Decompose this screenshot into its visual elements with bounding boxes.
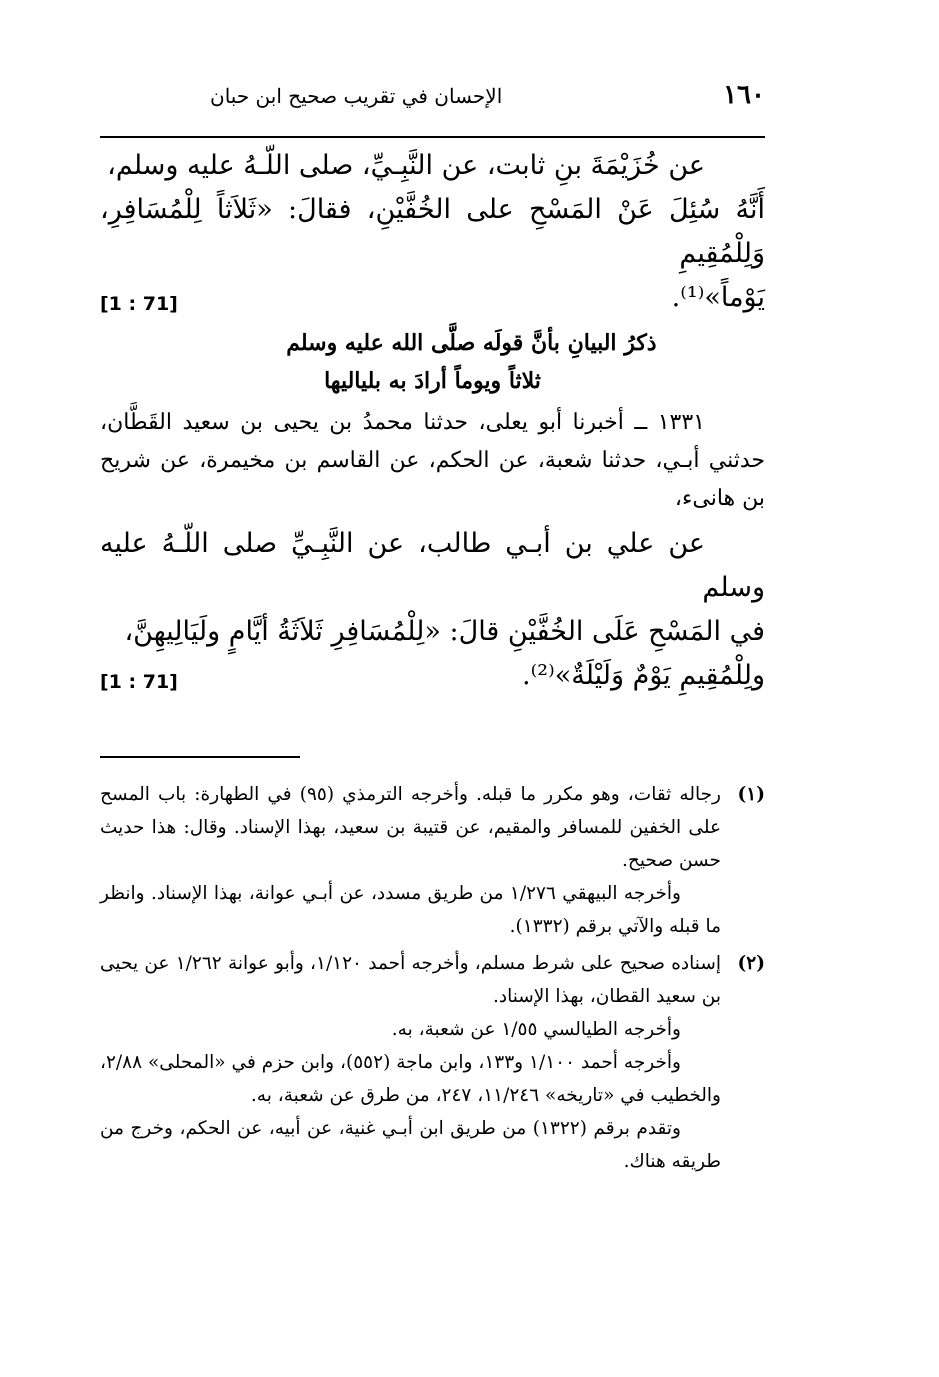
passage2-reference: [1 : 71] [100, 671, 178, 693]
footnote-rule [100, 756, 300, 758]
passage1-line2: أَنَّهُ سُئِلَ عَنْ المَسْحِ على الخُفَّيْنِ، فقالَ: «ثَلاَثاً لِلْمُسَافِرِ، وَلِلْمُقِيمِ [100, 194, 765, 269]
spacer [100, 698, 765, 756]
footnote-2 [100, 947, 765, 1178]
footnote-1-body [100, 778, 721, 943]
running-title: الإحسان في تقريب صحيح ابن حبان [210, 84, 503, 108]
footnote-2-para2: وأخرجه الطيالسي ١/٥٥ عن شعبة، به. [391, 1019, 681, 1040]
passage1-line3-text: يَوْماً»⁽¹⁾. [671, 282, 765, 313]
footnote-2-para4: وتقدم برقم (١٣٢٢) من طريق ابن أبـي غنية، عن أبيه، عن الحكم، وخرج من طريقه هناك. [100, 1118, 721, 1172]
page-header [100, 80, 765, 130]
footnote-2-number: (٢) [737, 953, 765, 974]
book-page [100, 80, 765, 1182]
footnote-1 [100, 778, 765, 943]
passage1-line1: عن خُزَيْمَةَ بنِ ثابت، عن النَّبِـيِّ، صلى اللّـهُ عليه وسلم، [107, 150, 705, 181]
footnote-1-para1: رجاله ثقات، وهو مكرر ما قبله. وأخرجه الترمذي (٩٥) في الطهارة: باب المسح على الخفين للمسافر والمقيم، عن قتيبة بن سعيد، بهذا الإسناد. وقال: هذا حديث حسن صحيح. [100, 784, 721, 871]
passage2-line2: في المَسْحِ عَلَى الخُفَّيْنِ قالَ: «لِلْمُسَافِرِ ثَلاَثَةُ أيَّامٍ ولَيَالِيهِنَّ، [124, 616, 765, 647]
passage2-line1: عن علي بن أبـي طالب، عن النَّبِـيِّ صلى اللّـهُ عليه وسلم [100, 528, 765, 603]
footnotes [100, 778, 765, 1178]
passage1-reference: [1 : 71] [100, 293, 178, 315]
passage2-line3 [100, 654, 765, 698]
hadith-isnad: ١٣٣١ ــ أخبرنا أبو يعلى، حدثنا محمدُ بن يحيى بن سعيد القَطَّان، حدثني أبـي، حدثنا شعبة، عن الحكم، عن القاسم بن مخيمرة، عن شريح بن هانىء، [100, 410, 765, 511]
footnote-2-para3: وأخرجه أحمد ١/١٠٠ و١٣٣، وابن ماجة (٥٥٢)، وابن حزم في «المحلى» ٢/٨٨، والخطيب في «تاريخه» ١١/٢٤٦، ٢٤٧، من طرق عن شعبة، به. [100, 1052, 721, 1106]
main-text [100, 144, 765, 698]
footnote-2-body [100, 947, 721, 1178]
passage2-line3-text: ولِلْمُقِيمِ يَوْمٌ وَلَيْلَةٌ»⁽²⁾. [522, 660, 765, 691]
header-rule [100, 136, 765, 138]
heading-line1: ذكرُ البيانِ بأنَّ قولَه صلَّى الله عليه وسلم [286, 330, 657, 356]
page-number: ١٦٠ [723, 80, 765, 110]
passage1-line3 [100, 276, 765, 320]
heading-line2: ثلاثاً ويوماً أرادَ به بلياليها [324, 368, 541, 394]
chapter-heading [100, 324, 765, 400]
footnote-1-para2: وأخرجه البيهقي ١/٢٧٦ من طريق مسدد، عن أبـي عوانة، بهذا الإسناد. وانظر ما قبله والآتي برقم (١٣٣٢). [100, 883, 721, 937]
footnote-1-number: (١) [737, 784, 765, 805]
footnote-2-para1: إسناده صحيح على شرط مسلم، وأخرجه أحمد ١/١٢٠، وأبو عوانة ١/٢٦٢ عن يحيى بن سعيد القطان، بهذا الإسناد. [100, 953, 721, 1007]
